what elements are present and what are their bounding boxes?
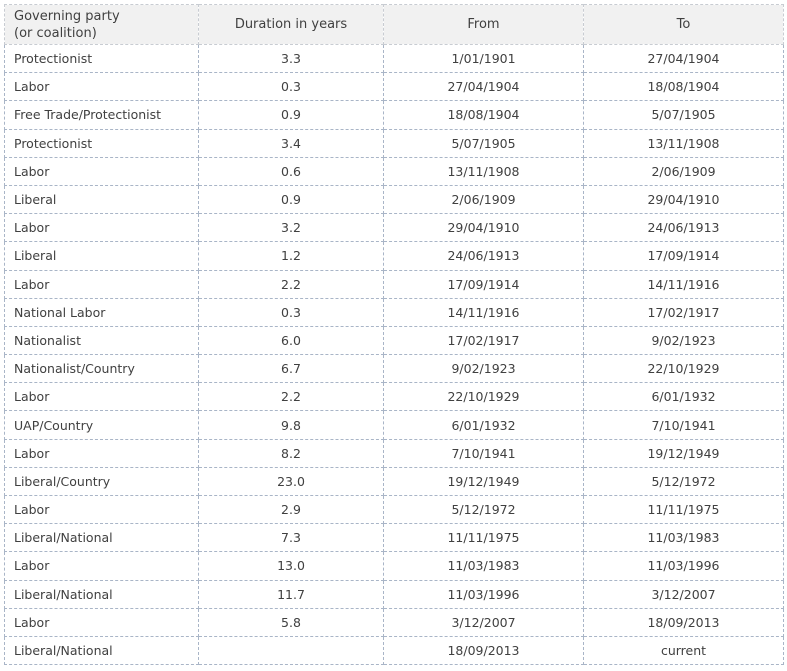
- to-cell: current: [584, 636, 784, 664]
- from-cell: 3/12/2007: [384, 608, 584, 636]
- table-body: [5, 45, 784, 665]
- party-cell: Liberal/National: [5, 636, 199, 664]
- from-cell: 17/09/1914: [384, 270, 584, 298]
- to-cell: 5/07/1905: [584, 101, 784, 129]
- party-cell: Free Trade/Protectionist: [5, 101, 199, 129]
- duration-cell: 3.2: [199, 214, 384, 242]
- table-row: [5, 73, 784, 101]
- to-cell: 11/03/1996: [584, 552, 784, 580]
- party-cell: Nationalist: [5, 326, 199, 354]
- party-cell: National Labor: [5, 298, 199, 326]
- party-cell: Labor: [5, 439, 199, 467]
- from-cell: 18/09/2013: [384, 636, 584, 664]
- party-cell: Liberal/National: [5, 580, 199, 608]
- duration-cell: 2.9: [199, 496, 384, 524]
- party-cell: Labor: [5, 73, 199, 101]
- table-row: [5, 608, 784, 636]
- to-cell: 18/08/1904: [584, 73, 784, 101]
- to-cell: 19/12/1949: [584, 439, 784, 467]
- to-cell: 3/12/2007: [584, 580, 784, 608]
- table-row: [5, 326, 784, 354]
- from-cell: 19/12/1949: [384, 467, 584, 495]
- duration-cell: 0.9: [199, 185, 384, 213]
- duration-cell: 0.9: [199, 101, 384, 129]
- duration-cell: 0.3: [199, 298, 384, 326]
- party-cell: Protectionist: [5, 45, 199, 73]
- party-cell: Liberal/Country: [5, 467, 199, 495]
- to-cell: 17/09/1914: [584, 242, 784, 270]
- party-cell: Labor: [5, 214, 199, 242]
- from-cell: 17/02/1917: [384, 326, 584, 354]
- table-row: [5, 129, 784, 157]
- table-row: [5, 101, 784, 129]
- to-cell: 11/03/1983: [584, 524, 784, 552]
- to-cell: 18/09/2013: [584, 608, 784, 636]
- to-cell: 9/02/1923: [584, 326, 784, 354]
- from-cell: 7/10/1941: [384, 439, 584, 467]
- from-cell: 18/08/1904: [384, 101, 584, 129]
- duration-cell: 2.2: [199, 383, 384, 411]
- from-cell: 9/02/1923: [384, 355, 584, 383]
- from-cell: 11/11/1975: [384, 524, 584, 552]
- table-row: [5, 185, 784, 213]
- from-cell: 13/11/1908: [384, 157, 584, 185]
- governing-parties-table: [4, 4, 784, 665]
- duration-cell: 6.0: [199, 326, 384, 354]
- header-duration: Duration in years: [199, 5, 384, 45]
- table-row: [5, 411, 784, 439]
- duration-cell: 11.7: [199, 580, 384, 608]
- party-cell: Nationalist/Country: [5, 355, 199, 383]
- table-row: [5, 45, 784, 73]
- from-cell: 11/03/1996: [384, 580, 584, 608]
- party-cell: Liberal: [5, 185, 199, 213]
- duration-cell: 3.3: [199, 45, 384, 73]
- duration-cell: 2.2: [199, 270, 384, 298]
- party-cell: Labor: [5, 383, 199, 411]
- party-cell: UAP/Country: [5, 411, 199, 439]
- to-cell: 11/11/1975: [584, 496, 784, 524]
- duration-cell: 0.3: [199, 73, 384, 101]
- to-cell: 2/06/1909: [584, 157, 784, 185]
- duration-cell: 13.0: [199, 552, 384, 580]
- header-party-line2: (or coalition): [14, 25, 97, 41]
- to-cell: 13/11/1908: [584, 129, 784, 157]
- party-cell: Labor: [5, 552, 199, 580]
- from-cell: 2/06/1909: [384, 185, 584, 213]
- to-cell: 14/11/1916: [584, 270, 784, 298]
- party-cell: Labor: [5, 608, 199, 636]
- table-row: [5, 636, 784, 664]
- table-row: [5, 467, 784, 495]
- table-row: [5, 355, 784, 383]
- table-row: [5, 157, 784, 185]
- from-cell: 1/01/1901: [384, 45, 584, 73]
- duration-cell: [199, 636, 384, 664]
- duration-cell: 3.4: [199, 129, 384, 157]
- table-row: [5, 496, 784, 524]
- from-cell: 14/11/1916: [384, 298, 584, 326]
- table-row: [5, 552, 784, 580]
- duration-cell: 1.2: [199, 242, 384, 270]
- to-cell: 17/02/1917: [584, 298, 784, 326]
- table-row: [5, 524, 784, 552]
- from-cell: 11/03/1983: [384, 552, 584, 580]
- party-cell: Labor: [5, 496, 199, 524]
- table-row: [5, 383, 784, 411]
- party-cell: Protectionist: [5, 129, 199, 157]
- from-cell: 5/12/1972: [384, 496, 584, 524]
- to-cell: 27/04/1904: [584, 45, 784, 73]
- table-row: [5, 242, 784, 270]
- header-from: From: [384, 5, 584, 45]
- table-row: [5, 270, 784, 298]
- from-cell: 24/06/1913: [384, 242, 584, 270]
- header-governing-party: [5, 5, 199, 45]
- duration-cell: 9.8: [199, 411, 384, 439]
- duration-cell: 8.2: [199, 439, 384, 467]
- table-header-row: [5, 5, 784, 45]
- party-cell: Labor: [5, 157, 199, 185]
- party-cell: Liberal: [5, 242, 199, 270]
- to-cell: 6/01/1932: [584, 383, 784, 411]
- duration-cell: 5.8: [199, 608, 384, 636]
- header-to: To: [584, 5, 784, 45]
- table-row: [5, 214, 784, 242]
- from-cell: 29/04/1910: [384, 214, 584, 242]
- from-cell: 5/07/1905: [384, 129, 584, 157]
- from-cell: 22/10/1929: [384, 383, 584, 411]
- party-cell: Liberal/National: [5, 524, 199, 552]
- table-row: [5, 439, 784, 467]
- header-party-line1: Governing party: [14, 8, 120, 24]
- to-cell: 24/06/1913: [584, 214, 784, 242]
- to-cell: 22/10/1929: [584, 355, 784, 383]
- duration-cell: 0.6: [199, 157, 384, 185]
- party-cell: Labor: [5, 270, 199, 298]
- duration-cell: 6.7: [199, 355, 384, 383]
- to-cell: 29/04/1910: [584, 185, 784, 213]
- to-cell: 5/12/1972: [584, 467, 784, 495]
- duration-cell: 7.3: [199, 524, 384, 552]
- duration-cell: 23.0: [199, 467, 384, 495]
- table-row: [5, 580, 784, 608]
- to-cell: 7/10/1941: [584, 411, 784, 439]
- from-cell: 6/01/1932: [384, 411, 584, 439]
- from-cell: 27/04/1904: [384, 73, 584, 101]
- table-row: [5, 298, 784, 326]
